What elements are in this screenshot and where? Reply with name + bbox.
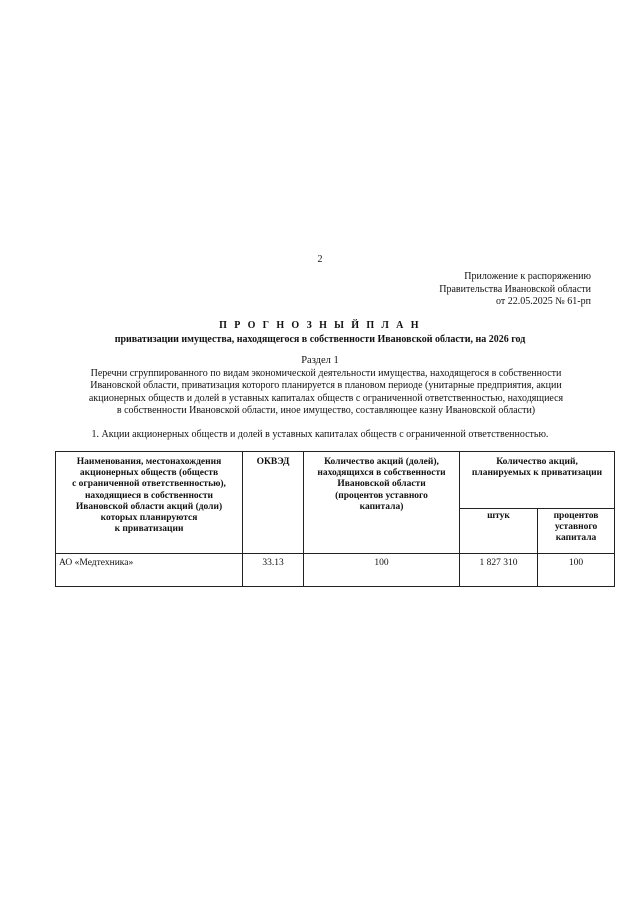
cell-name: АО «Медтехника» bbox=[56, 554, 243, 587]
header-percent-line: уставного bbox=[554, 522, 598, 533]
section-desc-line-3: акционерных обществ и долей в уставных капиталах обществ с ограниченной ответственностью, находящиеся bbox=[88, 392, 564, 404]
section-heading: Раздел 1 bbox=[301, 355, 339, 366]
header-percent bbox=[538, 509, 615, 554]
header-name-line: Наименования, местонахождения bbox=[76, 457, 222, 467]
header-name bbox=[56, 452, 243, 554]
appendix-line-1: Приложение к распоряжению bbox=[464, 271, 591, 282]
header-shares-line: капитала) bbox=[359, 501, 404, 512]
header-planned-line: планируемых к приватизации bbox=[471, 468, 603, 479]
cell-okved: 33.13 bbox=[243, 554, 304, 587]
header-planned bbox=[460, 452, 615, 509]
cell-shares-owned: 100 bbox=[304, 554, 460, 587]
section-desc-line-1: Перечни сгруппированного по видам экономической деятельности имущества, находящегося в собственности bbox=[90, 368, 562, 379]
header-name-line: Ивановской области акций (доли) bbox=[75, 501, 223, 512]
header-pieces: штук bbox=[460, 509, 538, 554]
appendix-line-3: от 22.05.2025 № 61-рп bbox=[496, 296, 591, 307]
header-planned-line: Количество акций, bbox=[496, 457, 578, 467]
header-okved: ОКВЭД bbox=[243, 452, 304, 554]
appendix-line-2: Правительства Ивановской области bbox=[439, 283, 591, 295]
header-name-line: которых планируются bbox=[100, 513, 198, 524]
section-description bbox=[62, 368, 590, 417]
document-title: П Р О Г Н О З Н Ы Й П Л А Н bbox=[219, 320, 421, 331]
section-desc-line-4: в собственности Ивановской области, иное имущество, составляющее казну Ивановской области) bbox=[116, 404, 536, 416]
cell-pieces: 1 827 310 bbox=[460, 554, 538, 587]
header-name-line: с ограниченной ответственностью), bbox=[72, 479, 226, 490]
header-percent-line: процентов bbox=[553, 511, 599, 521]
header-shares-line: находящихся в собственности bbox=[317, 468, 446, 479]
header-name-line: акционерных обществ (обществ bbox=[79, 468, 219, 479]
appendix-block bbox=[439, 271, 591, 309]
header-shares-line: (процентов уставного bbox=[335, 490, 428, 501]
point-heading: 1. Акции акционерных обществ и долей в уставных капиталах обществ с ограниченной ответственностью. bbox=[91, 429, 549, 440]
cell-percent: 100 bbox=[538, 554, 615, 587]
privatization-table bbox=[55, 451, 615, 587]
table-row bbox=[56, 554, 615, 587]
header-name-line: находящиеся в собственности bbox=[84, 490, 214, 501]
header-shares-line: Ивановской области bbox=[337, 479, 426, 490]
page-number: 2 bbox=[317, 254, 323, 265]
header-percent-line: капитала bbox=[555, 533, 597, 544]
header-shares-line: Количество акций (долей), bbox=[324, 457, 439, 467]
header-shares-owned bbox=[304, 452, 460, 554]
header-name-line: к приватизации bbox=[114, 524, 184, 535]
section-desc-line-2: Ивановской области, приватизация которого планируется в плановом периоде (унитарные предприятия, акции bbox=[90, 380, 562, 392]
document-subtitle: приватизации имущества, находящегося в собственности Ивановской области, на 2026 год bbox=[114, 334, 526, 345]
